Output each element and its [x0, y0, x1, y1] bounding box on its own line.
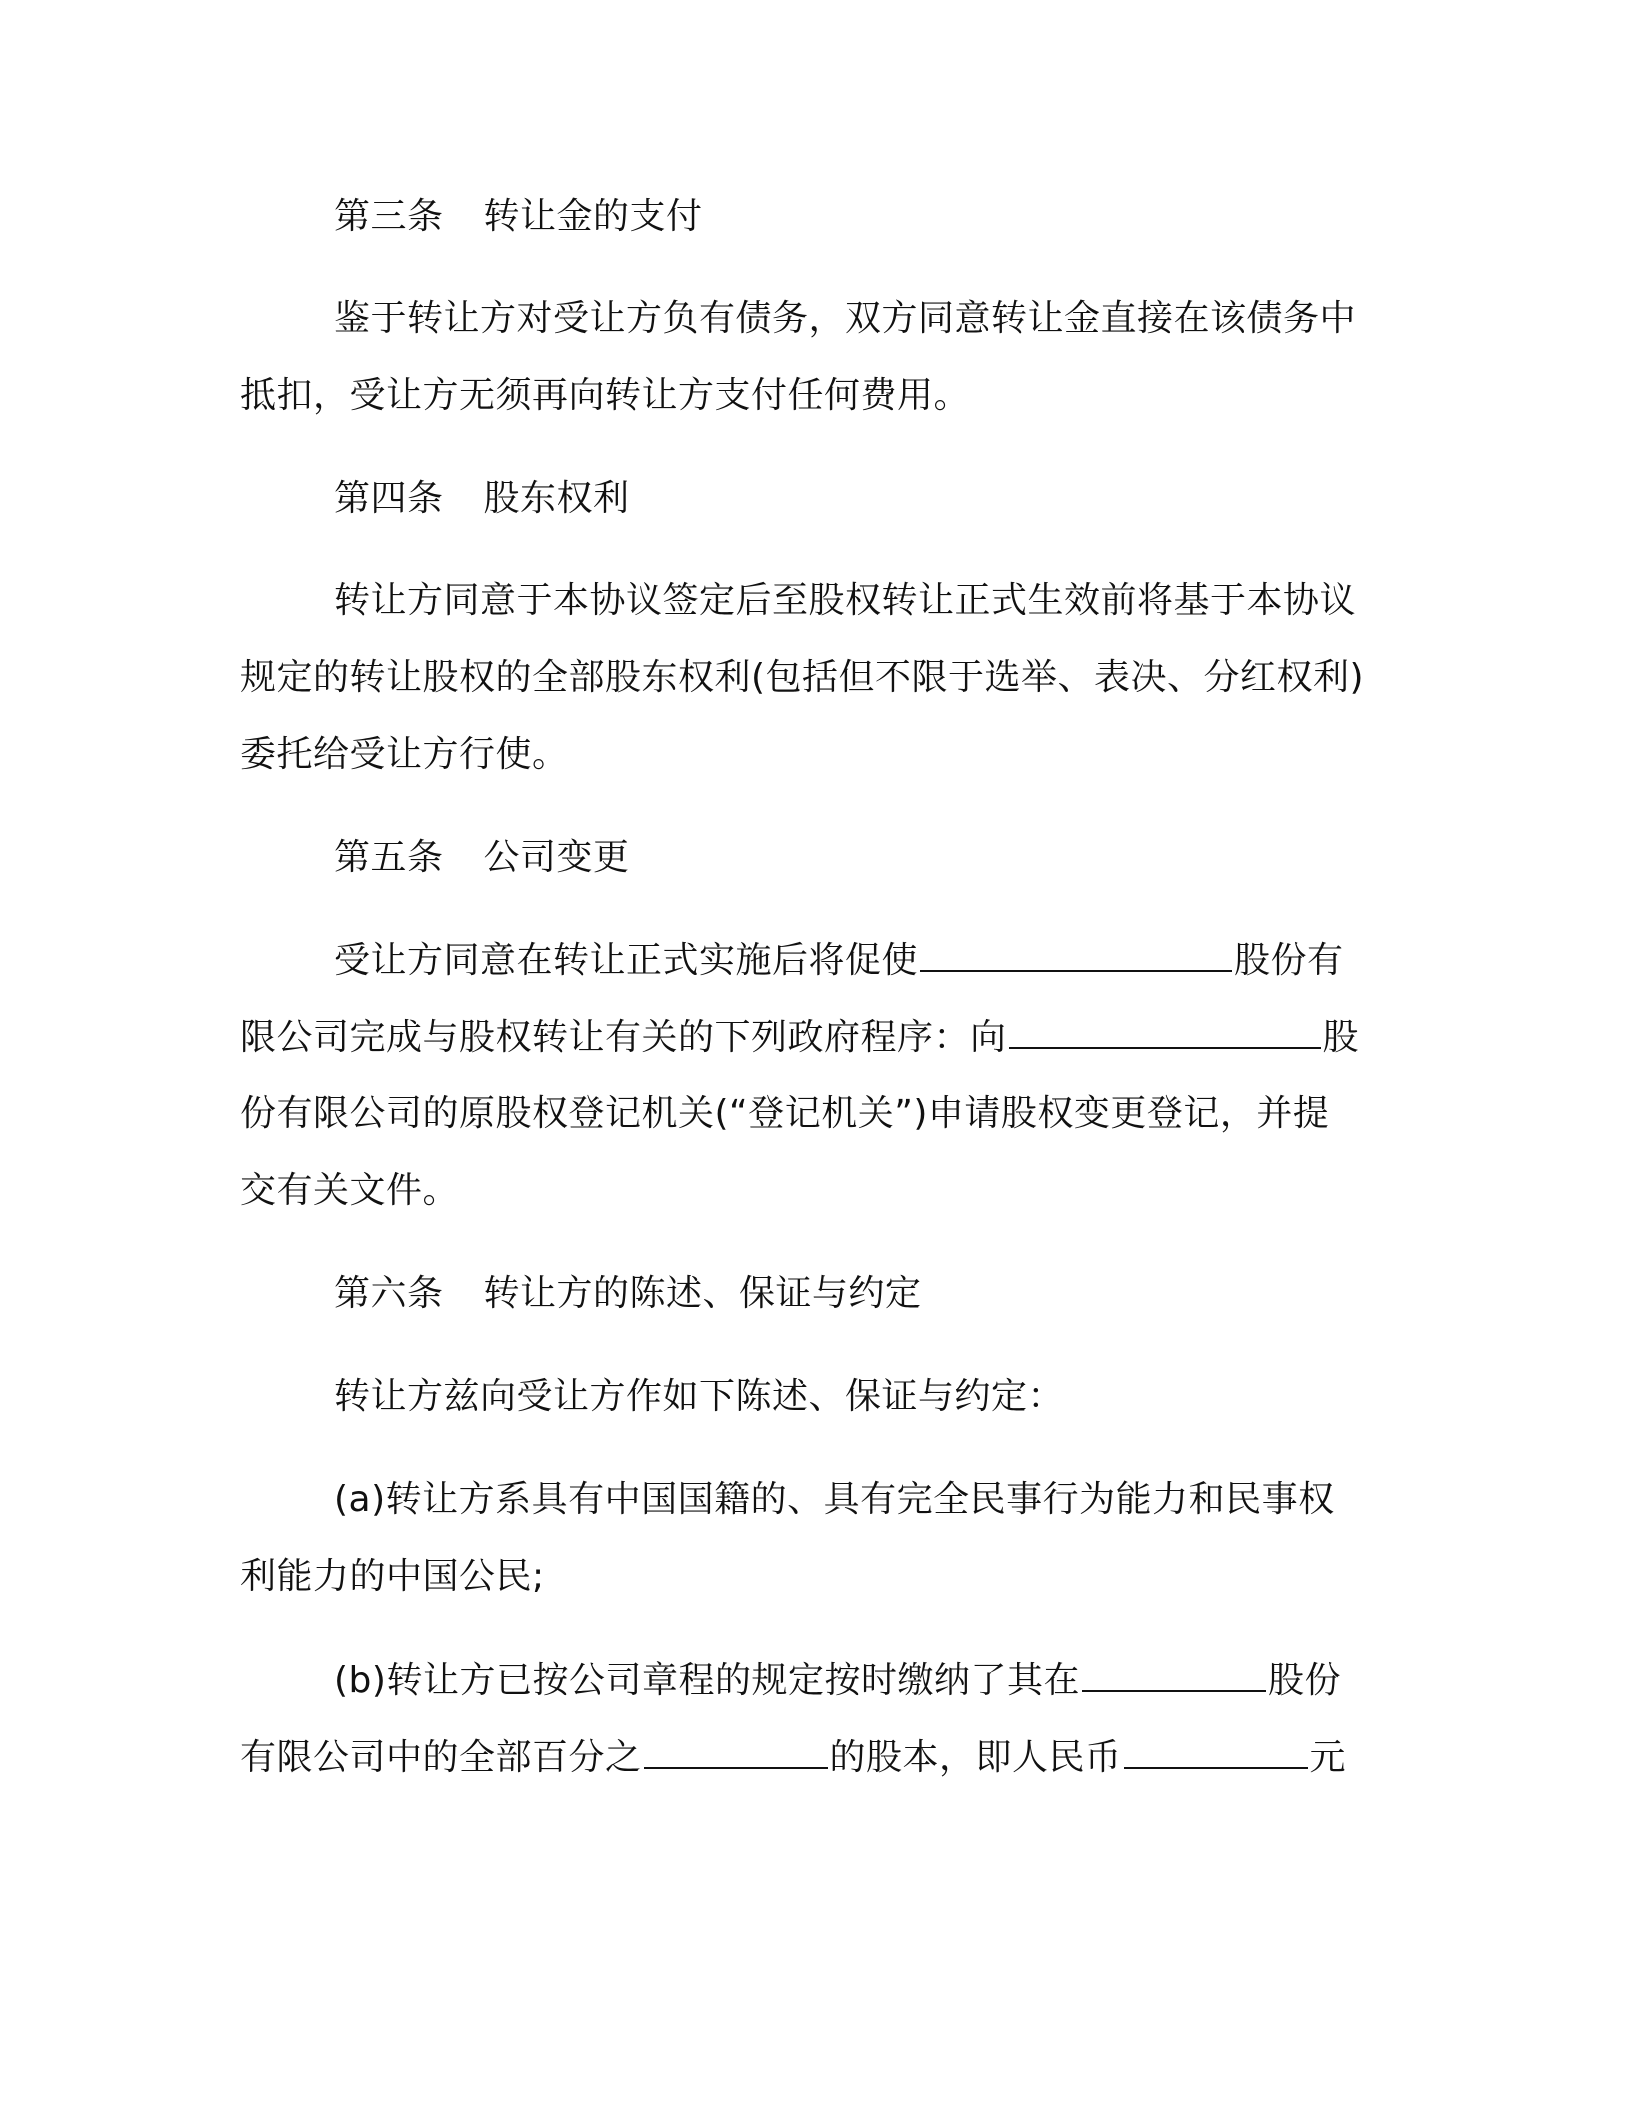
article6-item-a-line1: (a)转让方系具有中国国籍的、具有完全民事行为能力和民事权 — [334, 1479, 1335, 1520]
fill-in-blank — [1124, 1733, 1308, 1769]
article6-text: 的股本，即人民币 — [829, 1737, 1122, 1778]
article6-text: 股份 — [1267, 1660, 1341, 1701]
article5-number: 第五条 — [334, 837, 444, 878]
article4-body-line1: 转让方同意于本协议签定后至股权转让正式生效前将基于本协议 — [334, 580, 1357, 621]
article6-intro: 转让方兹向受让方作如下陈述、保证与约定： — [334, 1376, 1065, 1417]
article4-heading — [334, 475, 1494, 523]
article5-text: 限公司完成与股权转让有关的下列政府程序：向 — [240, 1017, 1007, 1058]
article5-body-line3: 份有限公司的原股权登记机关(“登记机关”)申请股权变更登记，并提 — [240, 1093, 1330, 1134]
article3-body-line2: 抵扣，受让方无须再向转让方支付任何费用。 — [240, 375, 971, 416]
article3-number: 第三条 — [334, 196, 444, 237]
article4-title: 股东权利 — [483, 478, 630, 519]
fill-in-blank — [1082, 1656, 1266, 1692]
fill-in-blank — [1009, 1013, 1321, 1049]
article5-text: 股 — [1322, 1017, 1360, 1058]
article5-body-line1 — [334, 936, 1494, 985]
fill-in-blank — [644, 1733, 828, 1769]
article6-number: 第六条 — [334, 1273, 444, 1314]
article4-number: 第四条 — [334, 478, 444, 519]
article4-body-line2: 规定的转让股权的全部股东权利(包括但不限于选举、表决、分红权利) — [240, 657, 1365, 698]
article6-item-b-line2 — [240, 1733, 1400, 1782]
fill-in-blank — [920, 936, 1232, 972]
article5-body-line2 — [240, 1013, 1400, 1062]
article3-title: 转让金的支付 — [483, 196, 703, 237]
article6-text: 有限公司中的全部百分之 — [240, 1737, 642, 1778]
article6-text: 元 — [1309, 1737, 1347, 1778]
article6-item-b-line1 — [334, 1656, 1494, 1705]
article6-item-a-line2: 利能力的中国公民; — [240, 1556, 545, 1597]
article5-title: 公司变更 — [483, 837, 630, 878]
article6-text: (b)转让方已按公司章程的规定按时缴纳了其在 — [334, 1660, 1080, 1701]
article5-text: 股份有 — [1234, 940, 1344, 981]
article6-title: 转让方的陈述、保证与约定 — [483, 1273, 922, 1314]
article6-heading — [334, 1270, 1494, 1318]
article5-heading — [334, 834, 1494, 882]
article3-heading — [334, 193, 1494, 241]
article5-body-line4: 交有关文件。 — [240, 1170, 460, 1211]
article5-text: 受让方同意在转让正式实施后将促使 — [334, 940, 919, 981]
article3-body-line1: 鉴于转让方对受让方负有债务，双方同意转让金直接在该债务中 — [334, 298, 1357, 339]
article4-body-line3: 委托给受让方行使。 — [240, 734, 569, 775]
